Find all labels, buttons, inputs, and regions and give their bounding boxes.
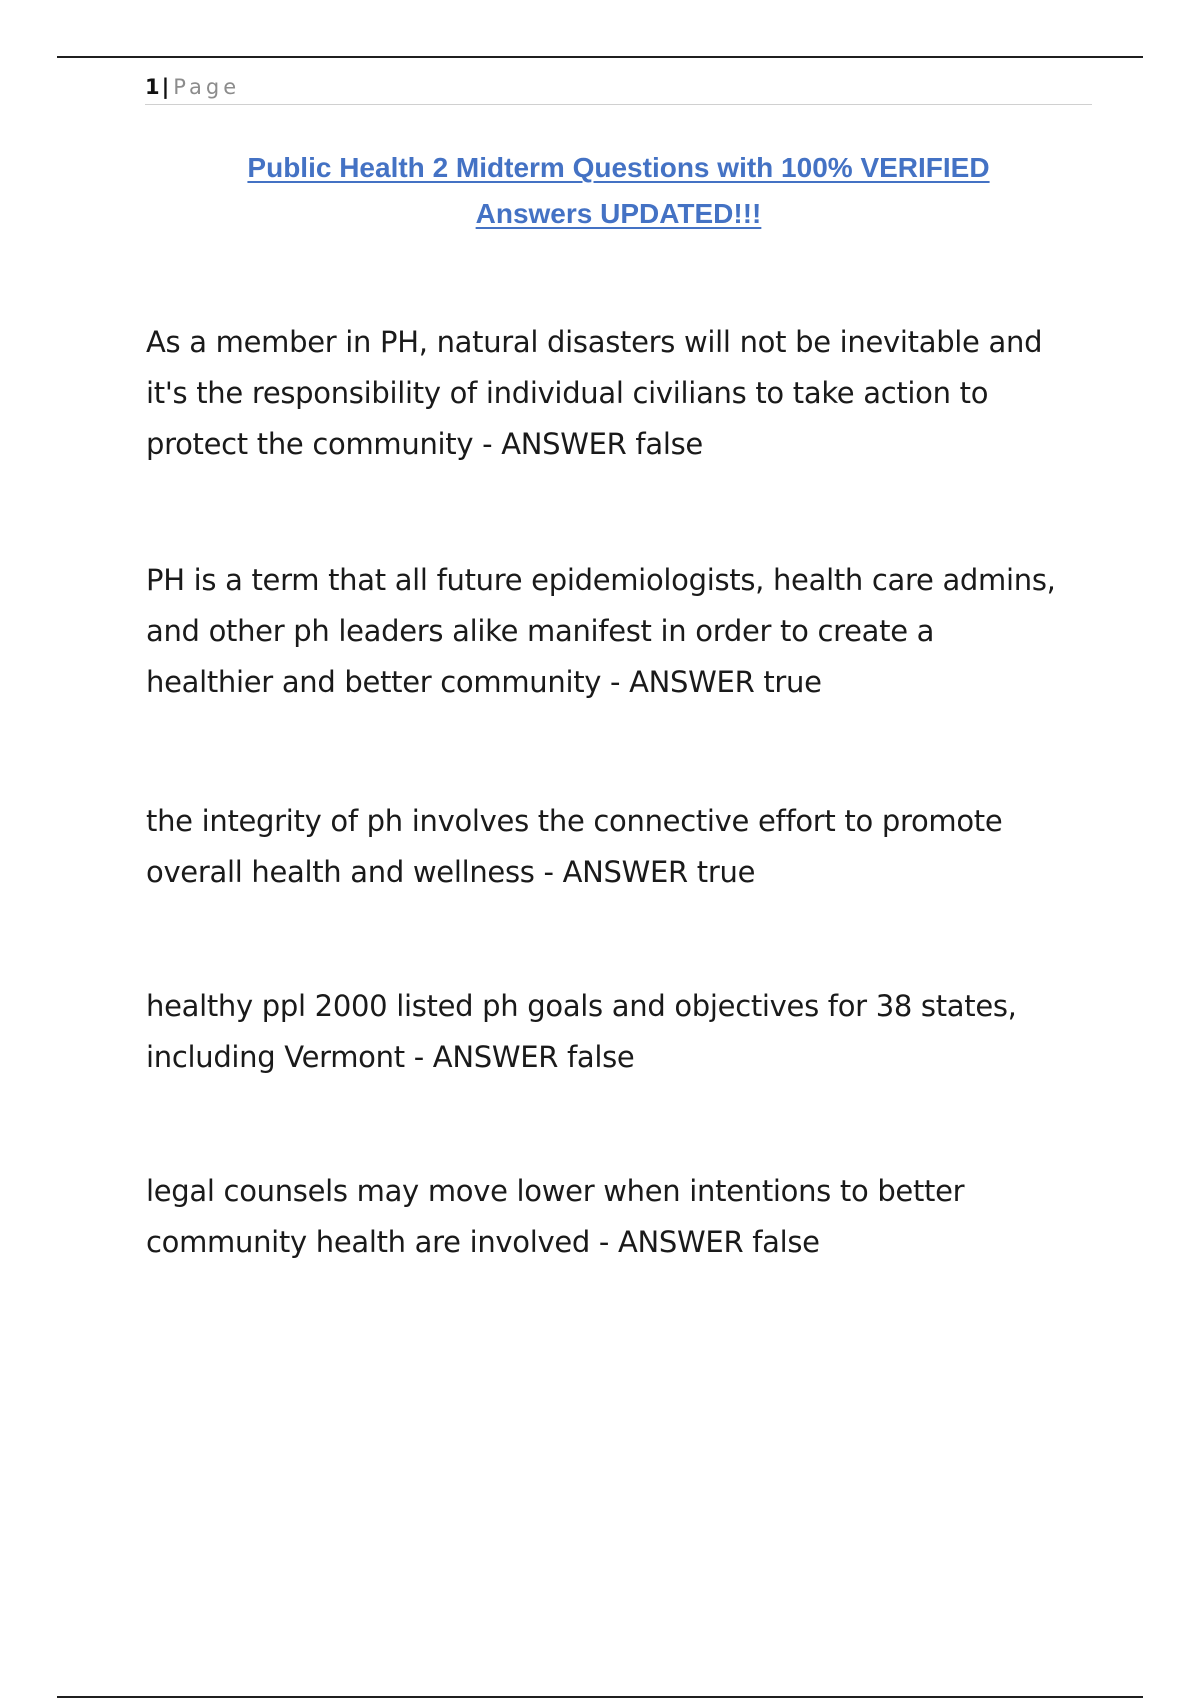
question-answer-1 bbox=[146, 317, 1106, 470]
page-separator: | bbox=[161, 75, 170, 99]
question-answer-5 bbox=[146, 1166, 1106, 1268]
question-line: healthy ppl 2000 listed ph goals and objectives for 38 states, bbox=[146, 989, 1017, 1023]
question-line: the integrity of ph involves the connective effort to promote bbox=[146, 804, 1003, 838]
question-answer-4 bbox=[146, 981, 1106, 1083]
question-line: PH is a term that all future epidemiologists, health care admins, bbox=[146, 563, 1056, 597]
question-line: As a member in PH, natural disasters will not be inevitable and bbox=[146, 325, 1043, 359]
question-line: overall health and wellness - ANSWER true bbox=[146, 855, 756, 889]
question-answer-3 bbox=[146, 796, 1106, 898]
top-rule bbox=[57, 56, 1143, 58]
document-title-line-2: Answers UPDATED!!! bbox=[475, 198, 762, 229]
bottom-rule bbox=[57, 1696, 1143, 1698]
question-line: and other ph leaders alike manifest in order to create a bbox=[146, 614, 935, 648]
document-title-line-1: Public Health 2 Midterm Questions with 100% VERIFIED bbox=[247, 152, 990, 183]
document-title bbox=[145, 145, 1092, 237]
question-line: healthier and better community - ANSWER true bbox=[146, 665, 822, 699]
question-line: community health are involved - ANSWER false bbox=[146, 1225, 820, 1259]
page-header bbox=[145, 72, 1092, 105]
question-answer-2 bbox=[146, 555, 1106, 708]
question-line: including Vermont - ANSWER false bbox=[146, 1040, 635, 1074]
page-label: Page bbox=[173, 75, 241, 99]
question-line: protect the community - ANSWER false bbox=[146, 427, 703, 461]
question-line: it's the responsibility of individual civilians to take action to bbox=[146, 376, 989, 410]
page-number: 1 bbox=[145, 75, 160, 99]
question-line: legal counsels may move lower when intentions to better bbox=[146, 1174, 965, 1208]
